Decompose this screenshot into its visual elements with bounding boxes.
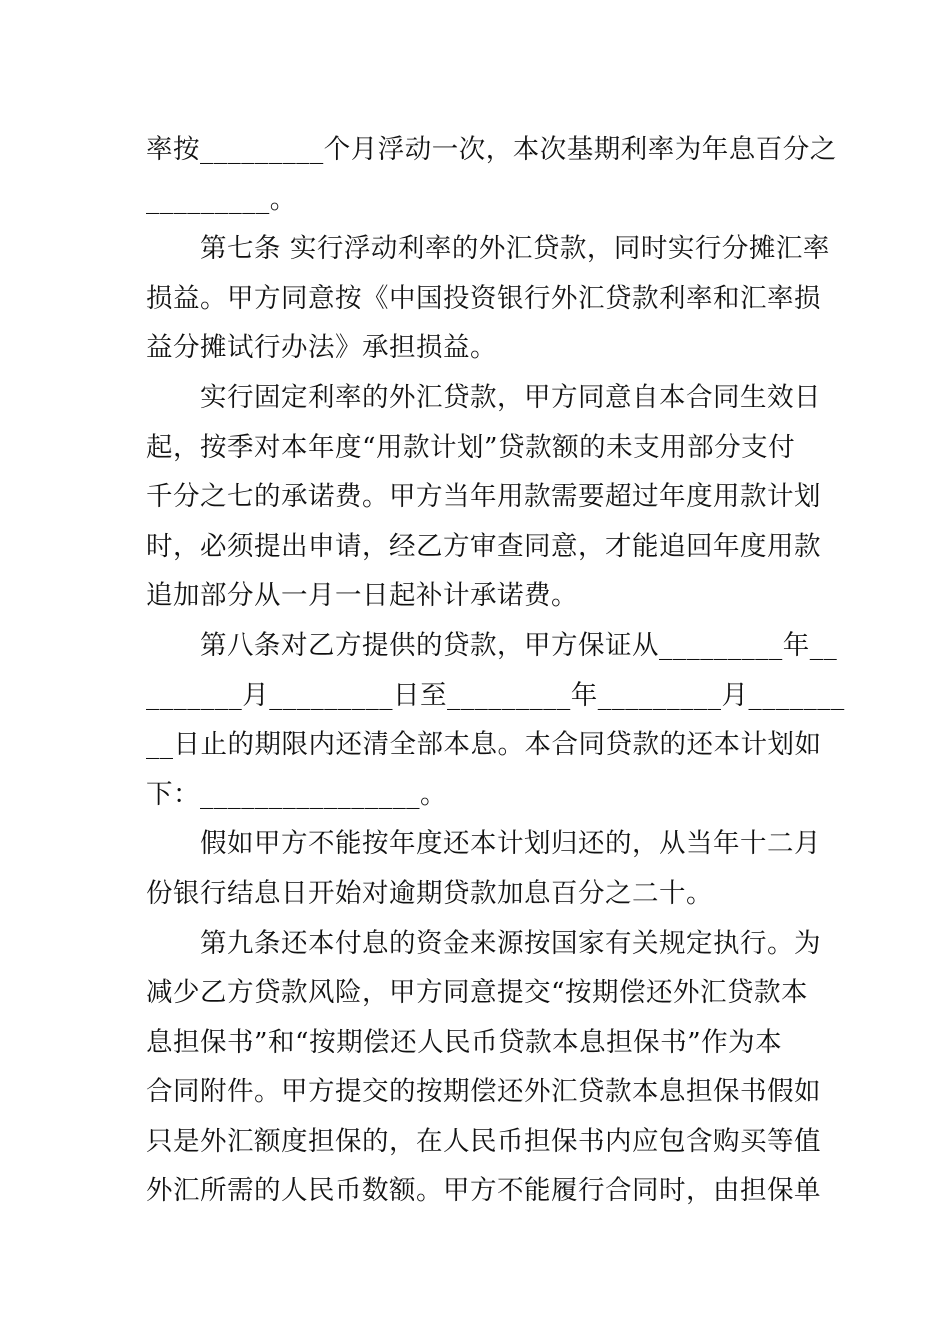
text-line: 第八条对乙方提供的贷款，甲方保证从_________年__ — [200, 629, 838, 661]
text-line: 起，按季对本年度“用款计划”贷款额的未支用部分支付 — [146, 431, 796, 463]
text-line: 实行固定利率的外汇贷款，甲方同意自本合同生效日 — [200, 381, 821, 413]
text-line: __日止的期限内还清全部本息。本合同贷款的还本计划如 — [146, 729, 822, 761]
text-line: 千分之七的承诺费。甲方当年用款需要超过年度用款计划 — [146, 481, 821, 513]
text-line: 下：________________。 — [146, 778, 447, 810]
text-line: 第七条 实行浮动利率的外汇贷款，同时实行分摊汇率 — [200, 233, 830, 265]
text-line: 息担保书”和“按期偿还人民币贷款本息担保书”作为本 — [146, 1026, 783, 1058]
text-line: _________。 — [146, 183, 297, 215]
text-line: 时，必须提出申请，经乙方审查同意，才能追回年度用款 — [146, 530, 821, 562]
text-line: 益分摊试行办法》承担损益。 — [146, 332, 497, 364]
text-line: 外汇所需的人民币数额。甲方不能履行合同时，由担保单 — [146, 1175, 821, 1207]
text-line: 假如甲方不能按年度还本计划归还的，从当年十二月 — [200, 828, 821, 860]
text-line: _______月_________日至_________年_________月_______ — [146, 679, 845, 711]
document-body — [146, 125, 845, 1216]
text-line: 率按_________个月浮动一次，本次基期利率为年息百分之 — [146, 134, 837, 165]
text-line: 损益。甲方同意按《中国投资银行外汇贷款利率和汇率损 — [146, 282, 821, 314]
text-line: 减少乙方贷款风险，甲方同意提交“按期偿还外汇贷款本 — [146, 977, 809, 1009]
text-line: 合同附件。甲方提交的按期偿还外汇贷款本息担保书假如 — [146, 1076, 821, 1108]
text-line: 第九条还本付息的资金来源按国家有关规定执行。为 — [200, 927, 821, 959]
text-line: 只是外汇额度担保的，在人民币担保书内应包含购买等值 — [146, 1125, 821, 1157]
text-line: 追加部分从一月一日起补计承诺费。 — [146, 580, 578, 612]
text-line: 份银行结息日开始对逾期贷款加息百分之二十。 — [146, 877, 713, 909]
